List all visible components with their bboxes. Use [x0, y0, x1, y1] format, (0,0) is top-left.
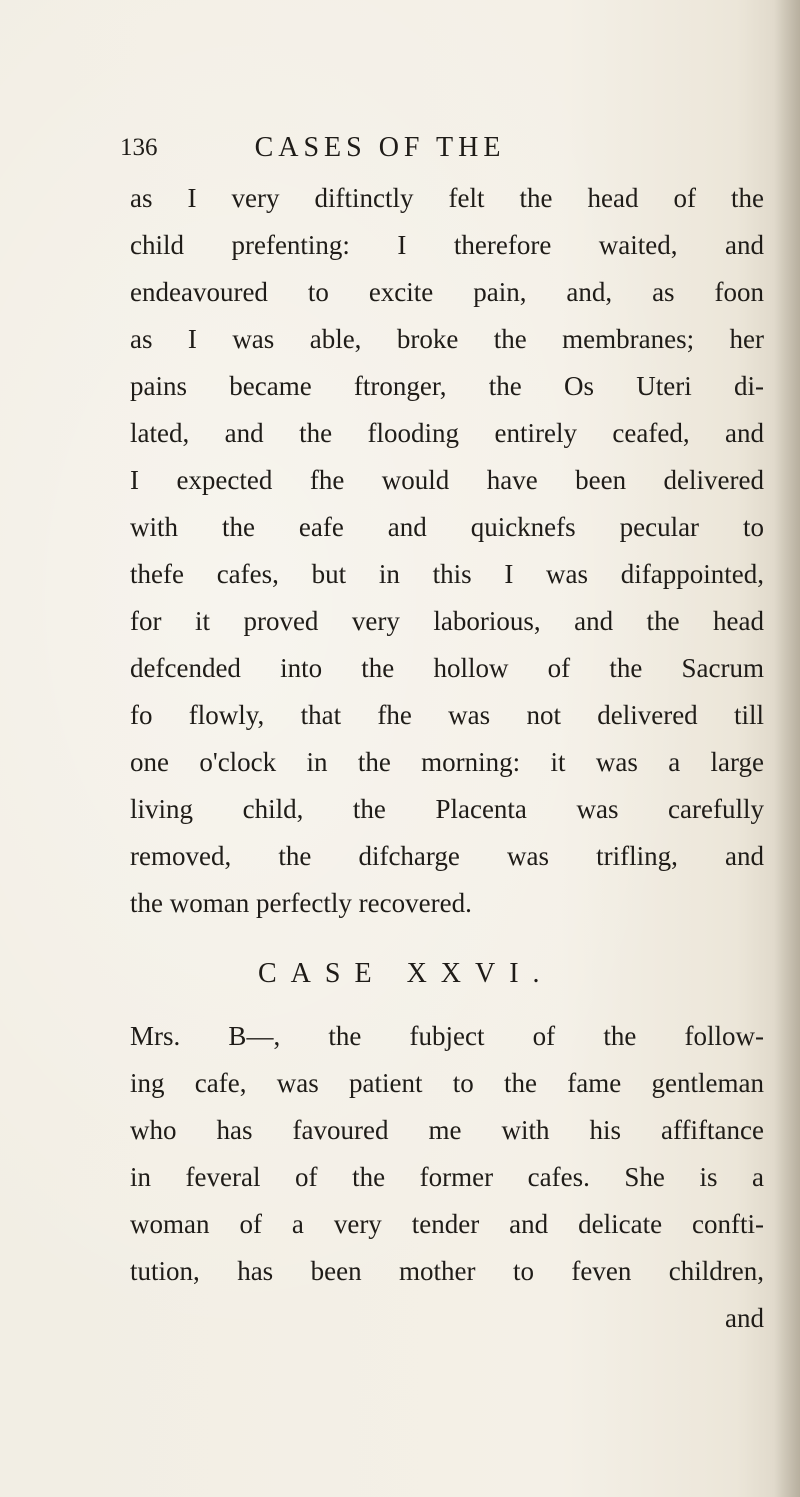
- text-line: as I was able, broke the membranes; her: [130, 324, 764, 354]
- text-line: child prefenting: I therefore waited, and: [130, 230, 764, 260]
- text-line: as I very diftinctly felt the head of the: [130, 183, 764, 213]
- text-line: endeavoured to excite pain, and, as foon: [130, 277, 764, 307]
- text-line: the woman perfectly recovered.: [130, 888, 472, 918]
- text-line: lated, and the flooding entirely ceafed, and: [130, 418, 764, 448]
- text-line: thefe cafes, but in this I was difappointed,: [130, 559, 764, 589]
- text-line: pains became ftronger, the Os Uteri di-: [130, 371, 764, 401]
- body-text: [130, 175, 764, 1342]
- text-line: fo flowly, that fhe was not delivered till: [130, 700, 764, 730]
- text-line: defcended into the hollow of the Sacrum: [130, 653, 764, 683]
- running-title: CASES OF THE: [254, 132, 506, 163]
- text-line: I expected fhe would have been delivered: [130, 465, 764, 495]
- text-line: in feveral of the former cafes. She is a: [130, 1162, 764, 1192]
- text-line: Mrs. B—, the fubject of the follow-: [130, 1021, 764, 1051]
- text-line: one o'clock in the morning: it was a large: [130, 747, 764, 777]
- catchword: and: [725, 1303, 764, 1333]
- text-line: for it proved very laborious, and the head: [130, 606, 764, 636]
- text-line: ing cafe, was patient to the fame gentleman: [130, 1068, 764, 1098]
- text-line: who has favoured me with his affiftance: [130, 1115, 764, 1145]
- text-line: woman of a very tender and delicate confti-: [130, 1209, 764, 1239]
- page-edge-shadow: [774, 0, 800, 1497]
- text-line: with the eafe and quicknefs pecular to: [130, 512, 764, 542]
- text-line: living child, the Placenta was carefully: [130, 794, 764, 824]
- text-line: removed, the difcharge was trifling, and: [130, 841, 764, 871]
- text-line: tution, has been mother to feven children,: [130, 1256, 764, 1286]
- case-heading: CASE XXVI.: [258, 958, 554, 989]
- page-number: 136: [120, 134, 158, 161]
- page-header: [120, 132, 640, 172]
